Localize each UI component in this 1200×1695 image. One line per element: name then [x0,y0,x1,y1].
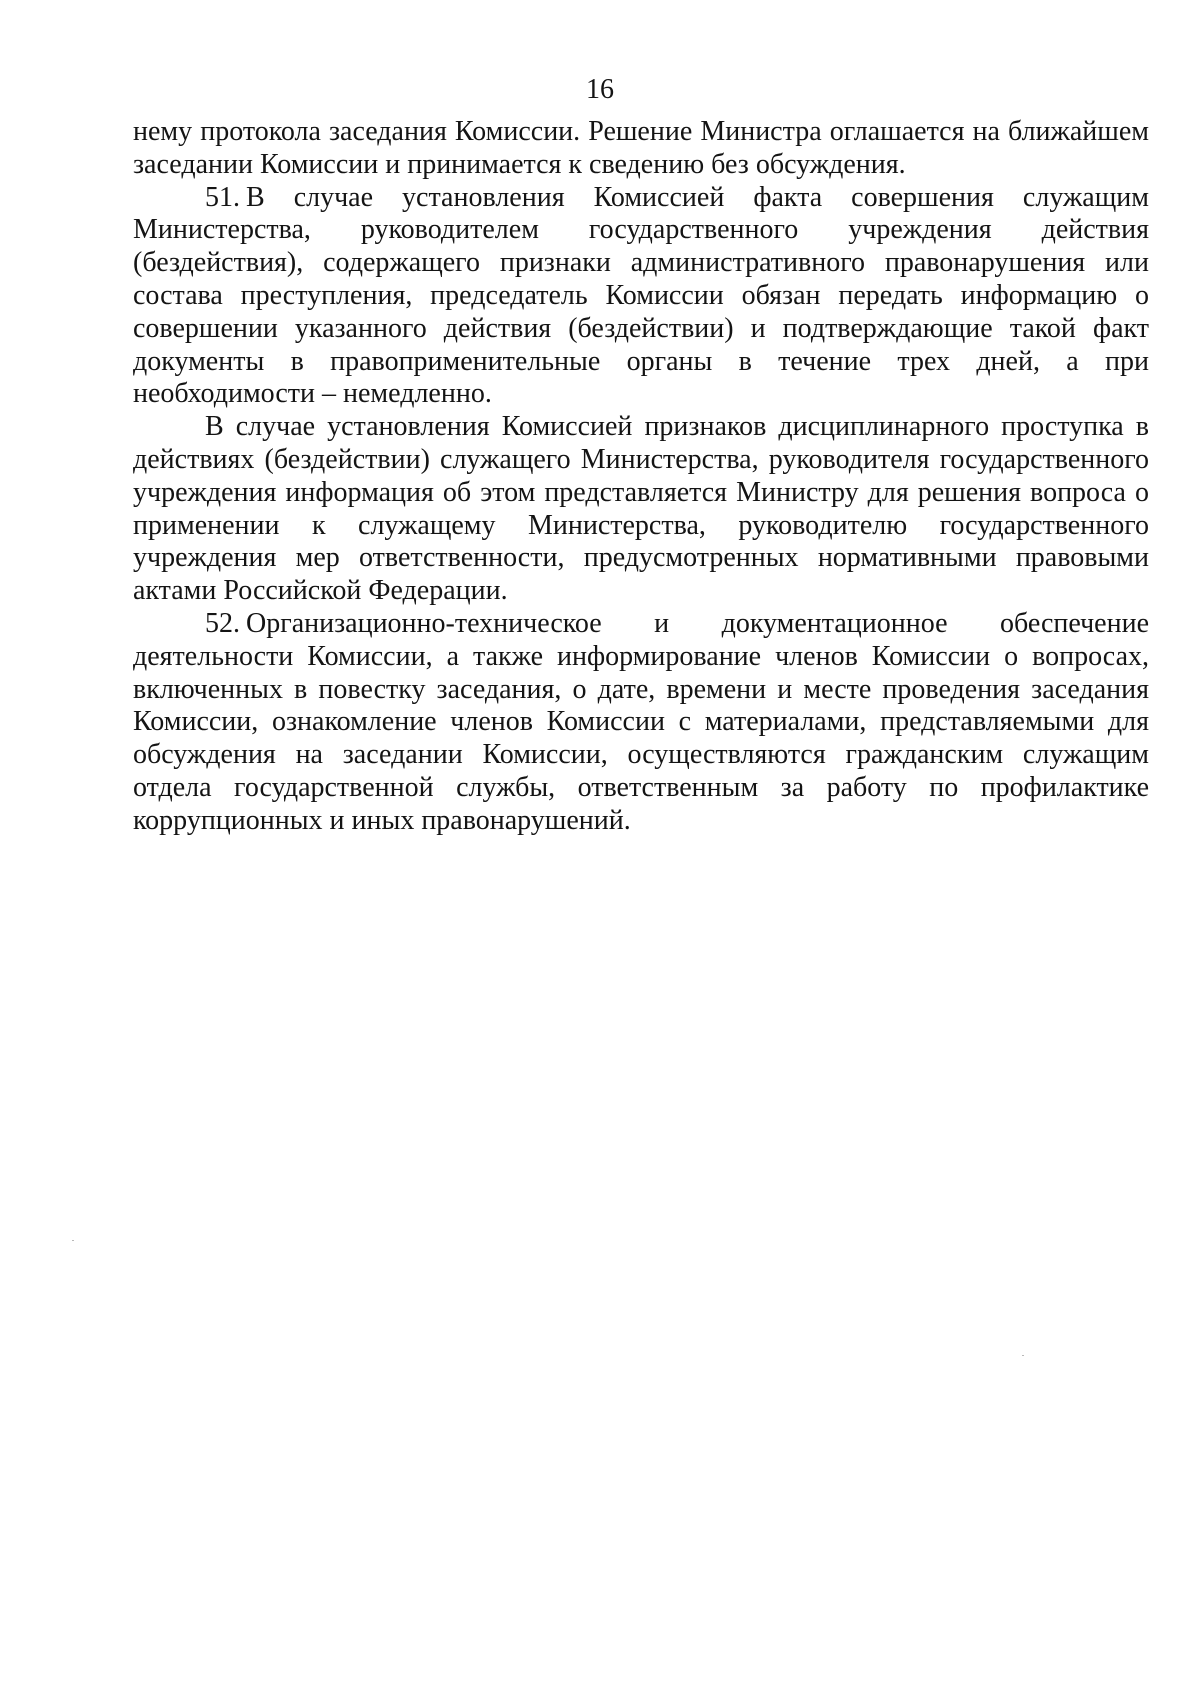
paragraph-text: Организационно-техническое и документационное обеспечение деятельности Комиссии, а также информирование членов Комиссии о вопросах, включенных в повестку заседания, о дате, времени и месте проведения заседания Комиссии, ознакомление членов Комиссии с материалами, представляемыми для обсуждения на заседании Комиссии, осуществляются гражданским служащим отдела государственной службы, ответственным за работу по профилактике коррупционных и иных правонарушений. [133,607,1149,836]
paragraph-51 [133,182,1149,412]
paragraph-text: нему протокола заседания Комиссии. Решение Министра оглашается на ближайшем заседании Комиссии и принимается к сведению без обсуждения. [133,116,1149,180]
scan-speck [72,1240,74,1241]
paragraph-52 [133,608,1149,838]
paragraph-text: В случае установления Комиссией признаков дисциплинарного проступка в действиях (бездействии) служащего Министерства, руководителя государственного учреждения информация об этом представляется Министру для решения вопроса о применении к служащему Министерства, руководителю государственного учреждения мер ответственности, предусмотренных нормативными правовыми актами Российской Федерации. [133,411,1149,607]
page-number: 16 [586,74,614,105]
paragraph-disciplinary [133,411,1149,608]
scan-speck [1022,1355,1024,1356]
paragraph-number: 51. [205,181,240,213]
paragraph-continuation [133,116,1149,182]
document-body [133,116,1149,838]
paragraph-number: 52. [205,607,240,639]
paragraph-text: В случае установления Комиссией факта совершения служащим Министерства, руководителем государственного учреждения действия (бездействия), содержащего признаки административного правонарушения или состава преступления, председатель Комиссии обязан передать информацию о совершении указанного действия (бездействии) и подтверждающие такой факт документы в правоприменительные органы в течение трех дней, а при необходимости – немедленно. [133,181,1149,410]
